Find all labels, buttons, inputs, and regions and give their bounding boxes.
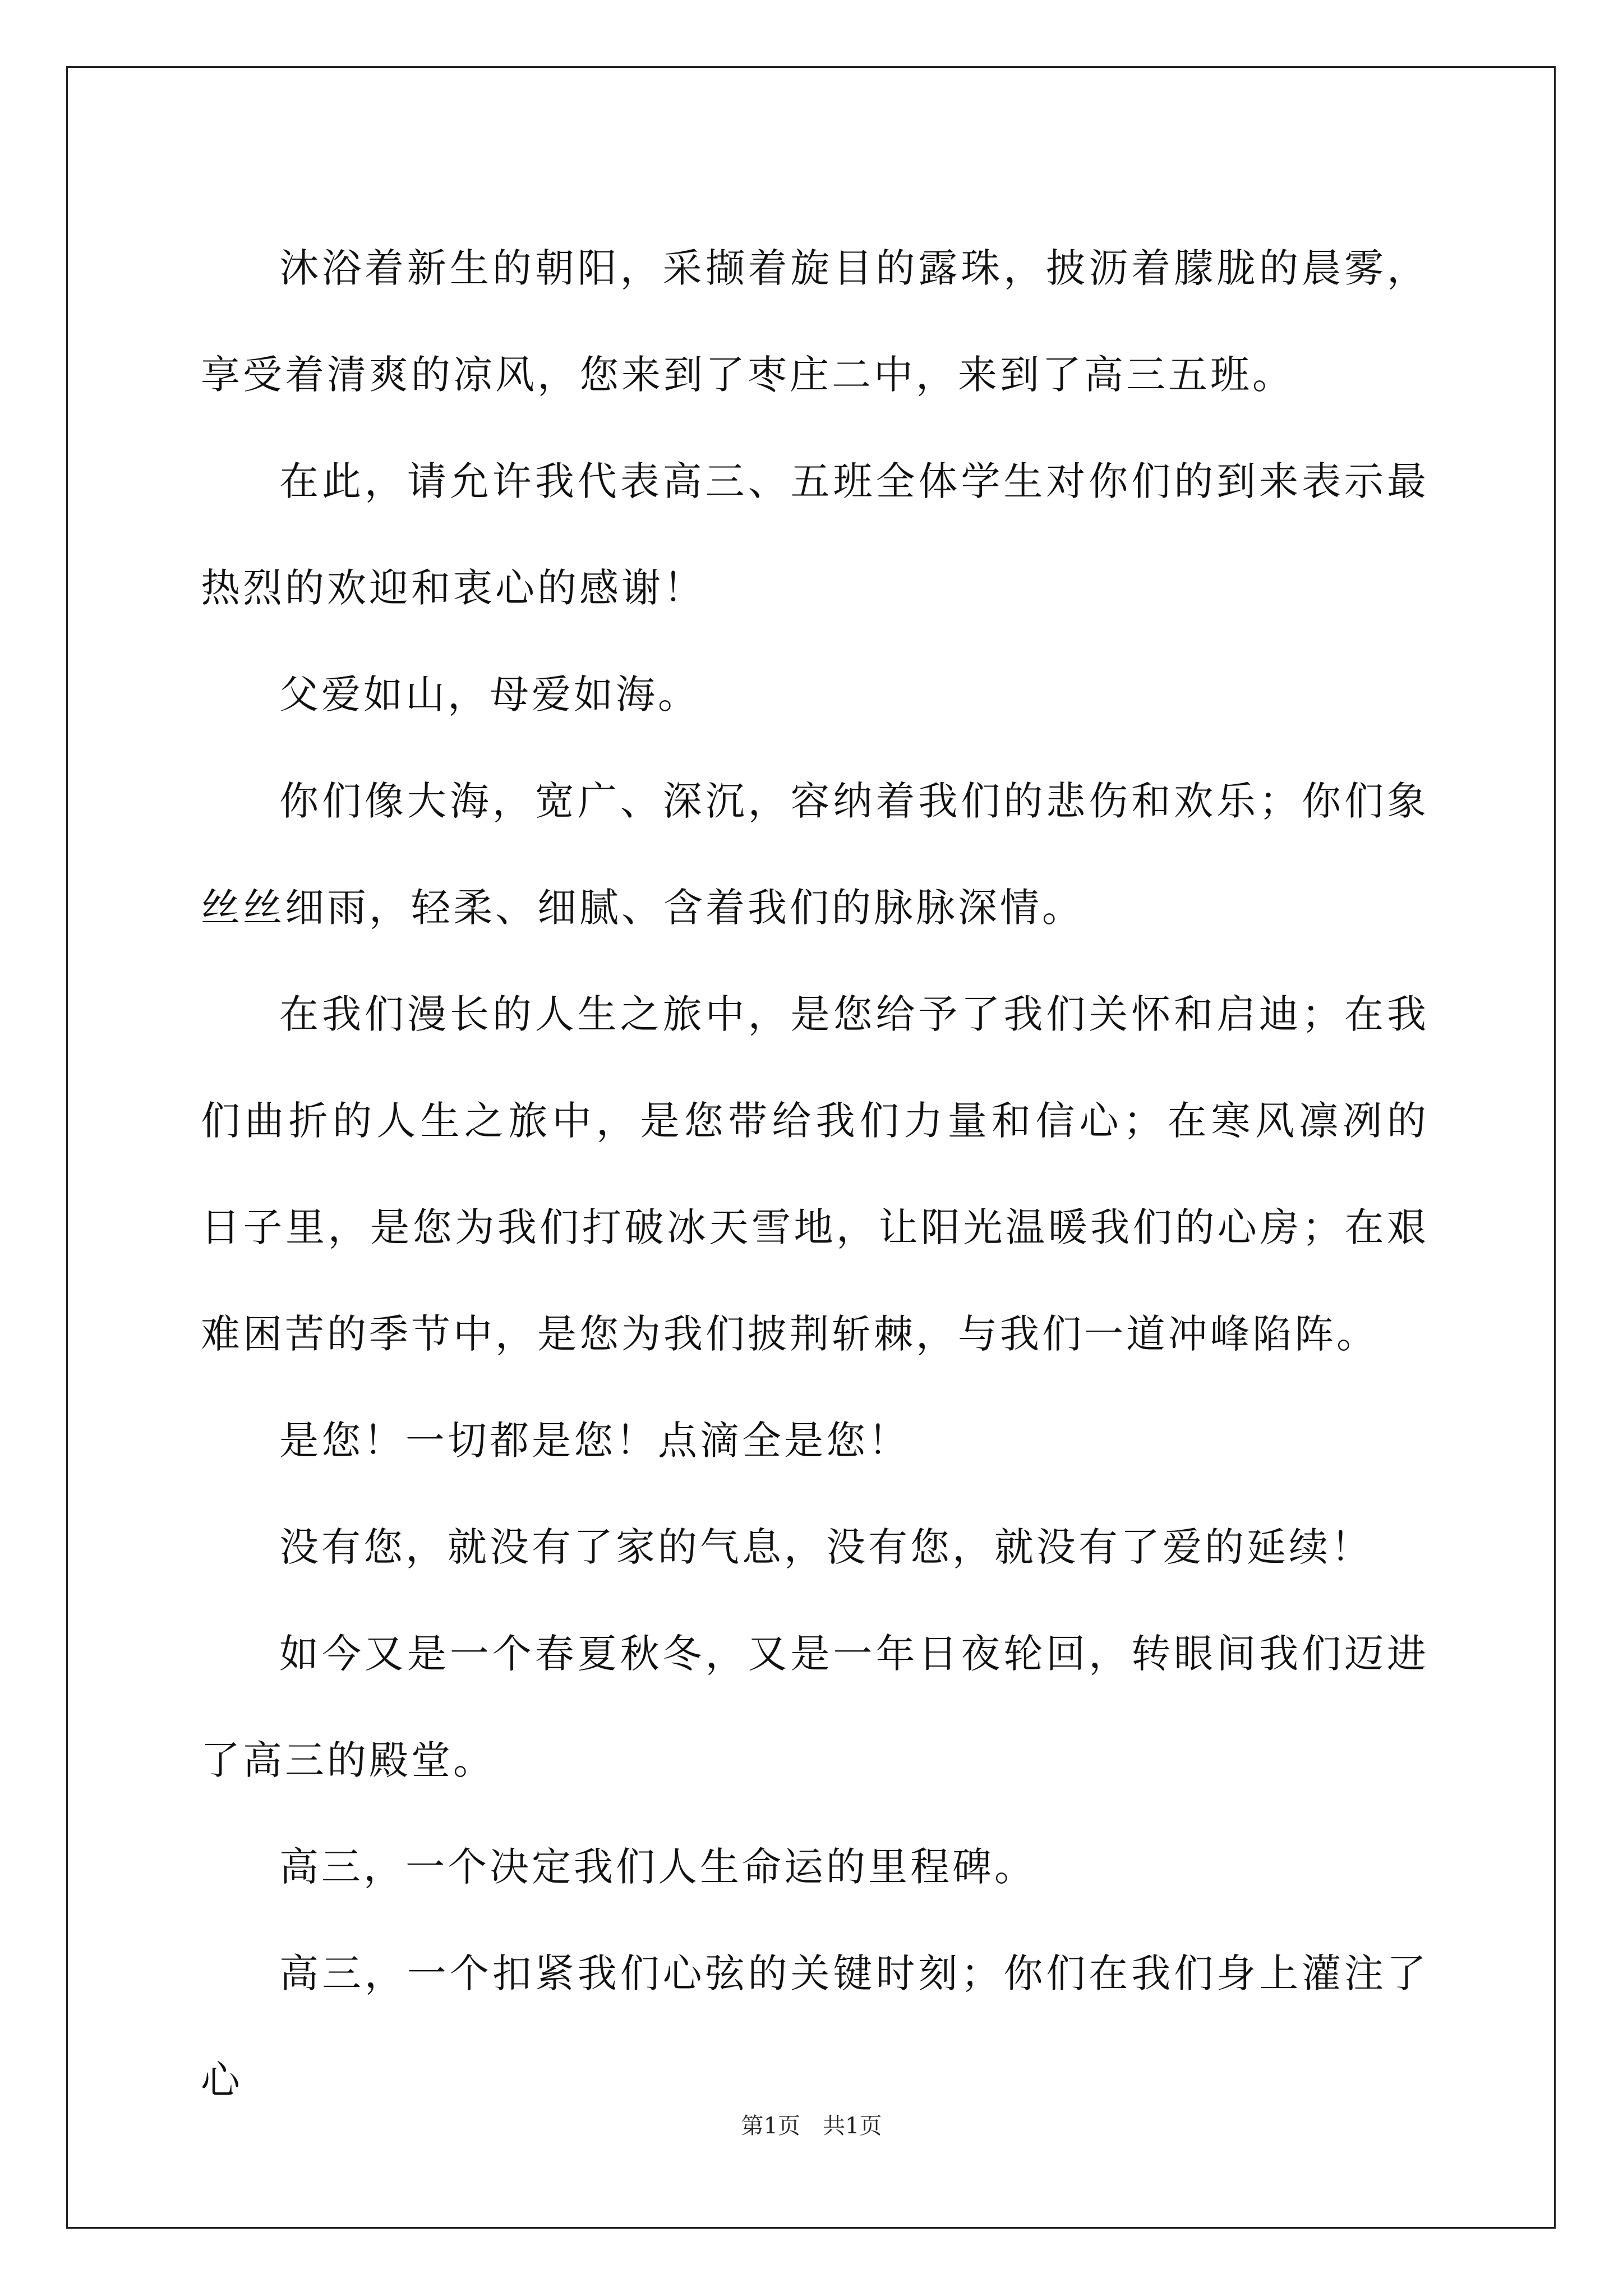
paragraph-4: 你们像大海，宽广、深沉，容纳着我们的悲伤和欢乐；你们象丝丝细雨，轻柔、细腻、含着我们的脉脉深情。 bbox=[201, 778, 1429, 931]
paragraph-1: 沐浴着新生的朝阳，采撷着旋目的露珠，披沥着朦胧的晨雾，享受着清爽的凉风，您来到了枣庄二中，来到了高三五班。 bbox=[201, 245, 1429, 398]
paragraph-10: 高三，一个扣紧我们心弦的关键时刻；你们在我们身上灌注了心 bbox=[201, 1950, 1429, 2103]
paragraph-3: 父爱如山，母爱如海。 bbox=[279, 671, 700, 717]
paragraph-9: 高三，一个决定我们人生命运的里程碑。 bbox=[279, 1844, 1036, 1890]
paragraph-7: 没有您，就没有了家的气息，没有您，就没有了爱的延续！ bbox=[279, 1524, 1373, 1570]
page-number-footer: 第1页 共1页 bbox=[741, 2113, 882, 2139]
document-body bbox=[201, 215, 1429, 2133]
paragraph-8: 如今又是一个春夏秋冬，又是一年日夜轮回，转眼间我们迈进了高三的殿堂。 bbox=[201, 1631, 1429, 1783]
paragraph-5: 在我们漫长的人生之旅中，是您给予了我们关怀和启迪；在我们曲折的人生之旅中，是您带给我们力量和信心；在寒风凛冽的 日子里，是您为我们打破冰天雪地，让阳光温暖我们的心房；在艰难困苦的季节中，是您为我们披荆斩棘，与我们一道冲峰陷阵。 bbox=[201, 991, 1429, 1357]
paragraph-2: 在此，请允许我代表高三、五班全体学生对你们的到来表示最热烈的欢迎和衷心的感谢！ bbox=[201, 458, 1429, 611]
paragraph-6: 是您！一切都是您！点滴全是您！ bbox=[279, 1418, 910, 1464]
